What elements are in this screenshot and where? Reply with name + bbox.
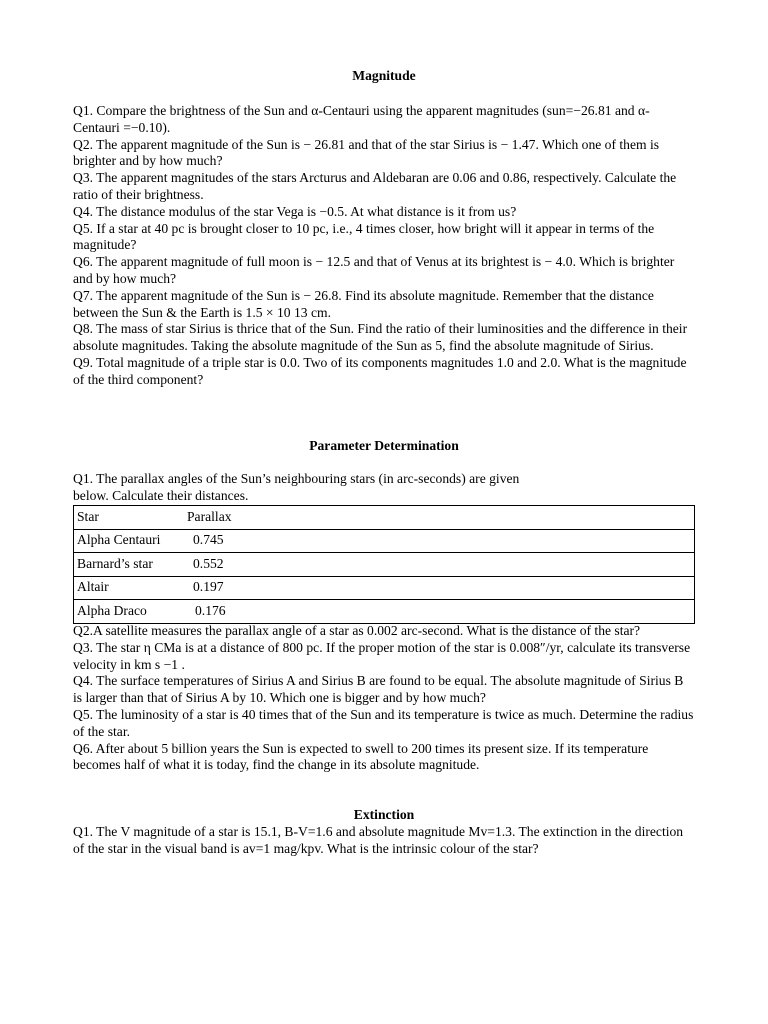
table-header-row [74,506,695,530]
table-row [74,600,695,624]
parameter-question-list [73,623,695,774]
question-item: Q1. The V magnitude of a star is 15.1, B-V=1.6 and absolute magnitude Mv=1.3. The extinction in the direction of the star in the visual band is av=1 mag/kpv. What is the intrinsic colour of the star? [73,824,684,856]
table-row [74,553,695,577]
question-item: Q2. The apparent magnitude of the Sun is − 26.81 and that of the star Sirius is − 1.47. Which one of them is brighter and by how much? [73,136,660,169]
parallax-cell: 0.745 [193,532,224,548]
column-header-star: Star [77,508,99,524]
extinction-question-list [73,824,695,858]
question-item: Q8. The mass of star Sirius is thrice that of the Sun. Find the ratio of their luminosities and the difference in their absolute magnitudes. Taking the absolute magnitude of the Sun as 5, find the absolute magnitude of Sirius. [73,321,688,354]
question-item: Q1. Compare the brightness of the Sun and α-Centauri using the apparent magnitudes (sun=−26.81 and α-Centauri =−0.10). [73,103,650,135]
question-item: Q6. The apparent magnitude of full moon is − 12.5 and that of Venus at its brightest is − 4.0. Which is brighter and by how much? [73,254,675,286]
star-name-cell: Alpha Draco [77,602,147,618]
question-item: Q5. If a star at 40 pc is brought closer to 10 pc, i.e., 4 times closer, how bright will it appear in terms of the magnitude? [73,220,655,253]
parallax-cell: 0.176 [195,602,226,618]
section-title-extinction: Extinction [353,807,415,822]
parallax-cell: 0.552 [193,555,224,571]
question-item: Q9. Total magnitude of a triple star is 0.0. Two of its components magnitudes 1.0 and 2.0. What is the magnitude of the third component? [73,354,687,387]
magnitude-question-list [73,103,695,389]
parallax-cell: 0.197 [193,579,224,595]
question-item: Q7. The apparent magnitude of the Sun is − 26.8. Find its absolute magnitude. Remember that the distance between the Sun & the Earth is 1.5 × 10 13 cm. [73,287,654,320]
star-name-cell: Barnard’s star [77,555,153,571]
star-name-cell: Altair [77,579,109,595]
question-item: Q3. The star η CMa is at a distance of 800 pc. If the proper motion of the star is 0.008″/yr, calculate its transverse velocity in km s −1 . [73,639,691,672]
question-item: Q2.A satellite measures the parallax angle of a star as 0.002 arc-second. What is the distance of the star? [73,623,641,638]
question-item: Q4. The surface temperatures of Sirius A and Sirius B are found to be equal. The absolute magnitude of Sirius B is larger than that of Sirius A by 10. Which one is bigger and by how much? [73,673,684,706]
question-item: Q6. After about 5 billion years the Sun is expected to swell to 200 times its present size. If its temperature becomes half of what it is today, find the change in its absolute magnitude. [73,740,649,773]
table-row [74,576,695,600]
question-line: below. Calculate their distances. [73,487,249,503]
column-header-parallax: Parallax [187,508,232,524]
question-item: Q4. The distance modulus of the star Vega is −0.5. At what distance is it from us? [73,203,517,219]
parallax-table [73,505,695,624]
section-title-parameter-determination: Parameter Determination [309,438,459,453]
table-row [74,529,695,553]
section-title-magnitude: Magnitude [352,68,416,83]
star-name-cell: Alpha Centauri [77,532,161,548]
parallax-question [73,471,695,505]
question-item: Q5. The luminosity of a star is 40 times that of the Sun and its temperature is twice as much. Determine the radius of the star. [73,706,694,739]
question-line: Q1. The parallax angles of the Sun’s neighbouring stars (in arc-seconds) are given [73,471,520,486]
question-item: Q3. The apparent magnitudes of the stars Arcturus and Aldebaran are 0.06 and 0.86, respectively. Calculate the ratio of their brightness. [73,170,677,202]
